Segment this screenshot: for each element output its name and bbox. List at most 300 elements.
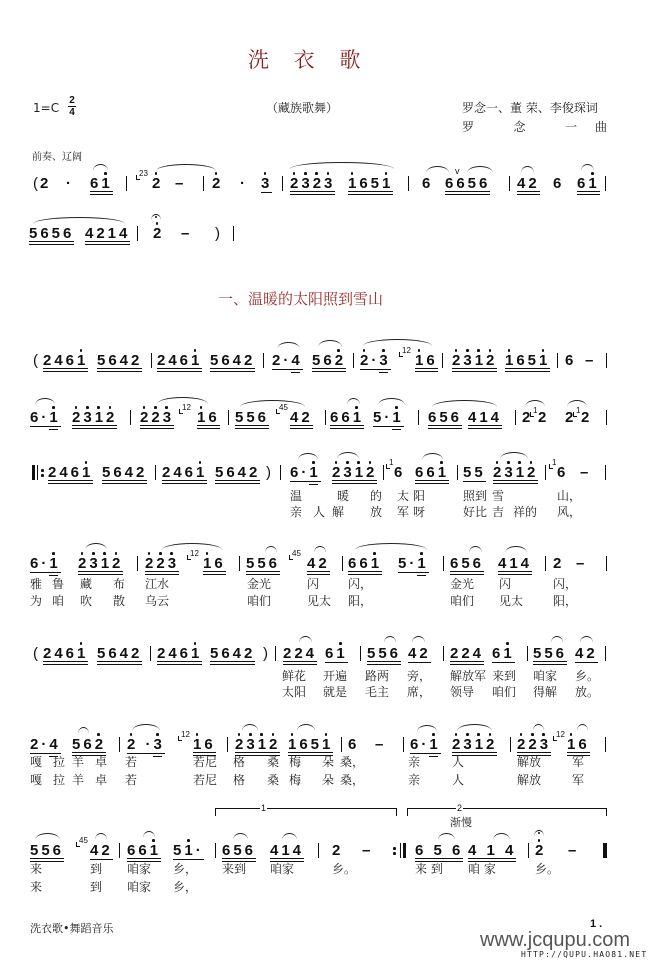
lyric: 嘎: [30, 755, 43, 769]
note: 6: [422, 175, 434, 192]
lyric: 乡，: [173, 862, 198, 876]
barline: [443, 556, 444, 571]
barline: [263, 353, 264, 368]
lyric: 卓: [95, 755, 108, 769]
slur: [432, 400, 497, 407]
barline: [227, 737, 228, 752]
high-octave-note: 3: [162, 409, 175, 426]
high-octave-note: 2: [78, 555, 90, 572]
slur: [298, 453, 318, 460]
lyric: 嘎: [30, 773, 43, 787]
note-group: 2461: [162, 465, 207, 484]
lyric: 雪: [492, 489, 505, 503]
note-group: 1651: [505, 353, 550, 372]
tempo-mark: 渐慢: [450, 816, 472, 829]
slur: [378, 398, 405, 405]
grace-note: 12: [402, 346, 411, 355]
lyric: 桑，: [340, 755, 365, 769]
high-octave-note: 1: [77, 352, 89, 369]
high-octave-note: 2: [366, 464, 378, 481]
note-group: 224: [283, 646, 317, 665]
lyric: 格: [233, 773, 246, 787]
lyric: 羊: [72, 773, 85, 787]
note-group: [452, 737, 497, 756]
note-group: [290, 176, 335, 195]
lyric: 解放: [517, 755, 542, 769]
watermark-site: www.jcqupu.com: [480, 929, 631, 951]
lyric: 闪: [307, 577, 320, 591]
high-octave-note: 3: [324, 175, 336, 192]
slur: [580, 636, 593, 643]
time-signature-bottom: 4: [69, 107, 75, 118]
high-octave-note: 1: [149, 842, 162, 859]
slur: [143, 831, 155, 838]
slur: [567, 400, 587, 407]
note: [261, 176, 272, 193]
note-group: [452, 353, 497, 372]
barline: [545, 556, 546, 571]
high-octave-note: 3: [246, 736, 258, 753]
lyric: 到: [90, 880, 103, 894]
note-group: 5·1: [373, 409, 404, 426]
slur: [457, 724, 492, 731]
slur: [162, 543, 222, 550]
slur: [426, 166, 449, 173]
lyrics-verse-2-line-2: [0, 595, 649, 609]
note-group: 6656: [445, 176, 490, 195]
lyric: 就是: [323, 685, 348, 699]
high-octave-note: 1: [100, 555, 113, 572]
lyric: 咱 家: [468, 862, 496, 876]
lyric: 温: [290, 489, 303, 503]
slur: [282, 833, 297, 840]
lyric: 人: [452, 773, 465, 787]
lyrics-verse-1-line-5: [0, 863, 649, 877]
lyric: 咱: [52, 594, 65, 608]
note-group: 562: [72, 737, 106, 756]
barline: [509, 176, 510, 191]
lyric: 领导: [450, 685, 475, 699]
high-octave-note: 2: [145, 555, 157, 572]
note: 2: [522, 409, 534, 426]
dash-extension: –: [585, 352, 597, 369]
slur: [290, 162, 394, 169]
slur: [240, 400, 305, 407]
barline: [215, 843, 216, 858]
lyrics-verse-1-line-1: [0, 490, 649, 504]
note-group: 4214: [85, 226, 130, 245]
high-octave-note: 1: [370, 555, 383, 572]
lyrics-verse-2-line-1: [0, 506, 649, 520]
lyric: 散: [113, 594, 126, 608]
barline: [510, 737, 511, 752]
slur: [299, 636, 312, 643]
note-group: 2461: [48, 465, 93, 484]
high-octave-note: 3: [463, 352, 475, 369]
note-group: 2461: [43, 353, 88, 372]
barline: [353, 353, 354, 368]
slur: [156, 164, 216, 171]
lyrics-verse-2-line-3: [0, 686, 649, 700]
note-group: [235, 737, 280, 756]
barline: [605, 646, 606, 661]
dash-extension: –: [576, 555, 588, 572]
lyric: 吉: [492, 505, 505, 519]
note-group: 61: [90, 176, 113, 195]
lyric: 阳: [413, 489, 426, 503]
barline: [137, 226, 138, 241]
note-group: 42: [290, 410, 313, 429]
note-group: 6·1: [410, 736, 441, 753]
high-octave-note: 1: [77, 645, 89, 662]
lyric: 梅: [289, 773, 302, 787]
slur: [314, 546, 326, 553]
high-octave-note: 2: [452, 352, 464, 369]
first-ending-label: 1: [261, 803, 267, 813]
lyric: 咱们: [492, 685, 517, 699]
lyric: 格: [233, 755, 246, 769]
note: 6: [394, 464, 406, 481]
section-heading: 一、温暖的太阳照到雪山: [218, 290, 384, 308]
slur: [438, 833, 455, 840]
barline: [318, 843, 319, 858]
paren-close: ): [266, 464, 274, 481]
note-group: 5642: [215, 465, 260, 484]
high-octave-note: 2: [360, 352, 372, 369]
lyric: 亲: [290, 505, 303, 519]
lyric: 闪，: [348, 577, 373, 591]
second-ending-label: 2: [457, 803, 463, 813]
genre-label: （藏族歌舞）: [266, 101, 339, 115]
lyric: 咱家: [127, 862, 152, 876]
barline: [418, 410, 419, 425]
repeat-start-sign: [32, 465, 46, 480]
lyric: 布: [113, 577, 126, 591]
lyric: 桑: [267, 755, 280, 769]
barline: [342, 556, 343, 571]
note-group: 42: [408, 645, 431, 662]
slur: [318, 340, 342, 347]
lyric: 金光: [450, 577, 475, 591]
note-group: 2·4: [30, 736, 61, 753]
high-octave-note: 1: [193, 736, 205, 753]
note-group: 55: [463, 464, 486, 481]
high-octave-note: 1: [101, 175, 113, 192]
grace-note: 12: [556, 730, 565, 739]
lyric: 咱家: [127, 880, 152, 894]
lyric: 金光: [247, 577, 272, 591]
staff-verse-1: [0, 458, 649, 483]
high-octave-note: 2: [486, 352, 498, 369]
slur: [469, 546, 482, 553]
lyric: 若: [125, 755, 138, 769]
note-group: 656: [222, 843, 256, 862]
barline: [403, 737, 404, 752]
note-group: 556: [367, 646, 401, 665]
note-group: 5642: [102, 465, 147, 484]
lyric: 乡，: [173, 880, 198, 894]
high-octave-note: 1: [322, 736, 334, 753]
lyric: 到: [90, 862, 103, 876]
lyric: 见太: [499, 594, 524, 608]
lyric: 江水: [145, 577, 170, 591]
note-group: 5642: [97, 646, 142, 665]
note: 6: [557, 464, 569, 481]
lyric: 亲: [408, 755, 421, 769]
staff-interlude-2: [0, 403, 649, 428]
note-group: 661: [127, 843, 161, 862]
lyric: 咱们: [247, 594, 272, 608]
paren-close: ): [263, 645, 271, 662]
barline: [151, 353, 152, 368]
high-octave-note: 2: [94, 736, 107, 753]
grace-note: 23: [139, 169, 148, 178]
note: 2: [553, 555, 565, 572]
lyrics-verse-1-line-4: [0, 756, 649, 770]
lyric: 朵: [322, 773, 335, 787]
lyric: 呀: [413, 505, 426, 519]
lyric: 闪，: [553, 577, 578, 591]
slur: [581, 164, 594, 171]
note-group: [78, 556, 123, 575]
repeat-end-sign: [392, 843, 406, 858]
barline: [126, 176, 127, 191]
lyric: 乡。: [535, 862, 560, 876]
note-group: 42: [517, 176, 540, 195]
lyrics-verse-2-line-4: [0, 774, 649, 788]
lyric: 吹: [80, 594, 93, 608]
lyric: 来: [30, 880, 43, 894]
barline: [545, 465, 546, 480]
grace-note: 12: [182, 403, 191, 412]
slur: [277, 342, 300, 349]
barline: [341, 737, 342, 752]
note-group: 656: [428, 410, 462, 429]
note-group: 6·1: [290, 464, 321, 481]
high-octave-note: 2: [528, 736, 540, 753]
slur: [533, 724, 544, 731]
high-octave-note: 2: [127, 736, 139, 753]
note-group: 4 1 4: [468, 843, 516, 862]
slur: [493, 833, 510, 840]
barline: [527, 646, 528, 661]
lyric: 开遍: [323, 669, 348, 683]
note-group: 2461: [157, 646, 202, 665]
staff-verse-2: [0, 549, 649, 574]
note-group: 5642: [210, 353, 255, 372]
lyric: 军: [397, 505, 410, 519]
paren-close: ): [215, 225, 223, 242]
high-octave-note: 1: [197, 409, 209, 426]
lyric: 若尼: [193, 755, 218, 769]
note-group: 2461: [43, 646, 88, 665]
lyric: 太: [397, 489, 410, 503]
high-octave-note: 2: [152, 175, 164, 192]
lyric: 来到: [222, 862, 247, 876]
dash-extension: –: [375, 736, 387, 753]
high-octave-note: 3: [167, 555, 180, 572]
high-octave-note: 2: [106, 409, 118, 426]
lyric: 若: [125, 773, 138, 787]
lyric: 人: [313, 505, 326, 519]
lyrics-verse-2-line-5: [0, 881, 649, 895]
slur: [132, 724, 160, 731]
lyric: 解: [332, 505, 345, 519]
high-octave-note: 1: [196, 464, 208, 481]
paren-open: (: [33, 175, 41, 192]
lyric: 祥的: [513, 505, 538, 519]
lyric: 的: [370, 489, 383, 503]
high-octave-note: 1: [474, 352, 487, 369]
note: [153, 226, 164, 241]
staff-verse-4: [0, 730, 649, 755]
high-octave-note: 3: [343, 464, 355, 481]
note-group: 2461: [157, 353, 202, 372]
note: 2: [40, 175, 52, 192]
high-octave-note: 2: [332, 464, 344, 481]
high-octave-note: 1: [288, 736, 300, 753]
note-group: 61: [325, 645, 348, 662]
note-group: 2·3: [360, 352, 391, 369]
high-octave-note: 2: [334, 352, 347, 369]
high-octave-note: 1: [539, 352, 551, 369]
song-title: 洗 衣 歌: [248, 48, 370, 72]
lyric: 雅: [30, 577, 43, 591]
note: 6: [553, 175, 565, 192]
lyric: 亲: [408, 773, 421, 787]
high-octave-note: 2: [156, 555, 168, 572]
lyric: 乌云: [145, 594, 170, 608]
barline: [280, 465, 281, 480]
high-octave-note: 3: [153, 736, 165, 753]
dash-extension: –: [175, 175, 187, 192]
watermark-url: HTTP://QUPU.HAO81.NET: [521, 950, 648, 959]
barline: [360, 646, 361, 661]
high-octave-note: 2: [140, 409, 152, 426]
note: [535, 843, 546, 858]
note-group: 61: [492, 645, 515, 662]
lyric: 阳，: [553, 594, 578, 608]
high-octave-note: 1: [437, 464, 450, 481]
high-octave-note: 2: [212, 175, 224, 192]
lyric: 暖: [337, 489, 350, 503]
high-octave-note: 2: [235, 736, 247, 753]
note-group: [517, 737, 551, 756]
note-group: 661: [330, 410, 364, 429]
grace-note: 12: [181, 730, 190, 739]
note-group: 6 5 6: [415, 843, 463, 862]
high-octave-note: 1: [348, 175, 360, 192]
barline: [150, 646, 151, 661]
slur: [577, 724, 588, 731]
grace-note: 12: [190, 549, 199, 558]
barline: [137, 556, 138, 571]
fermata-icon: [151, 214, 161, 220]
slur: [85, 543, 107, 550]
high-octave-note: 1: [392, 409, 404, 426]
barline: [457, 465, 458, 480]
high-octave-note: 1: [49, 555, 61, 572]
lyric: 为: [30, 594, 43, 608]
augmentation-dot: ·: [240, 175, 248, 192]
key-signature: 1=C: [33, 101, 60, 115]
barline: [515, 410, 516, 425]
staff-interlude-1: [0, 346, 649, 371]
lyric: 闪: [499, 577, 512, 591]
slur: [505, 546, 527, 553]
lyricist-credit: 罗念一、董 荣、李俊琛词: [462, 101, 598, 115]
note-group: 661: [348, 556, 382, 575]
note-group: 16: [193, 737, 216, 756]
high-octave-note: 1: [415, 352, 427, 369]
barline: [605, 176, 606, 191]
slur: [93, 164, 108, 171]
slur: [297, 724, 315, 731]
high-octave-note: 1: [184, 842, 196, 859]
high-octave-note: 1: [417, 555, 429, 572]
note-group: [72, 410, 117, 429]
high-octave-note: 3: [261, 175, 273, 192]
high-octave-note: 1: [429, 736, 441, 753]
paren-open: (: [33, 352, 41, 369]
note-group: [332, 465, 377, 484]
grace-note: 45: [79, 836, 88, 845]
high-octave-note: 2: [486, 736, 498, 753]
barline: [325, 410, 326, 425]
high-octave-note: 1: [588, 175, 600, 192]
lyric: 照到: [463, 489, 488, 503]
barline: [233, 226, 234, 241]
high-octave-note: 2: [535, 842, 547, 859]
lyric: 旁，: [407, 669, 432, 683]
lyric: 卓: [95, 773, 108, 787]
note: 6: [348, 736, 360, 753]
high-octave-note: 1: [191, 352, 203, 369]
note: 2: [332, 842, 344, 859]
note: 2: [581, 409, 593, 426]
note-group: 16: [203, 556, 226, 575]
augmentation-dot: ·: [66, 175, 74, 192]
slur: [551, 636, 563, 643]
slur: [525, 400, 545, 407]
note-group: 556: [235, 410, 269, 429]
lyric: 乡。: [332, 862, 357, 876]
lyric: 拉: [53, 773, 66, 787]
high-octave-note: 1: [49, 409, 61, 426]
lyric: 放。: [575, 685, 600, 699]
slur: [95, 833, 107, 840]
high-octave-note: 2: [517, 736, 529, 753]
lyric: 毛主: [365, 685, 390, 699]
high-octave-note: 2: [493, 464, 505, 481]
high-octave-note: 3: [504, 464, 516, 481]
note-group: 556: [246, 556, 280, 575]
lyric: 乡。: [575, 669, 600, 683]
final-barline: [603, 843, 607, 858]
composer-credit: 罗 念 一曲: [462, 120, 607, 134]
barline: [605, 737, 606, 752]
barline: [155, 465, 156, 480]
slur: [78, 727, 89, 734]
lyric: 席，: [407, 685, 432, 699]
fermata-icon: [534, 830, 544, 836]
barline: [119, 737, 120, 752]
lyric: 太阳: [282, 685, 307, 699]
slur: [33, 217, 125, 224]
slur: [233, 833, 248, 840]
note: [212, 176, 223, 191]
high-octave-note: 2: [452, 736, 464, 753]
